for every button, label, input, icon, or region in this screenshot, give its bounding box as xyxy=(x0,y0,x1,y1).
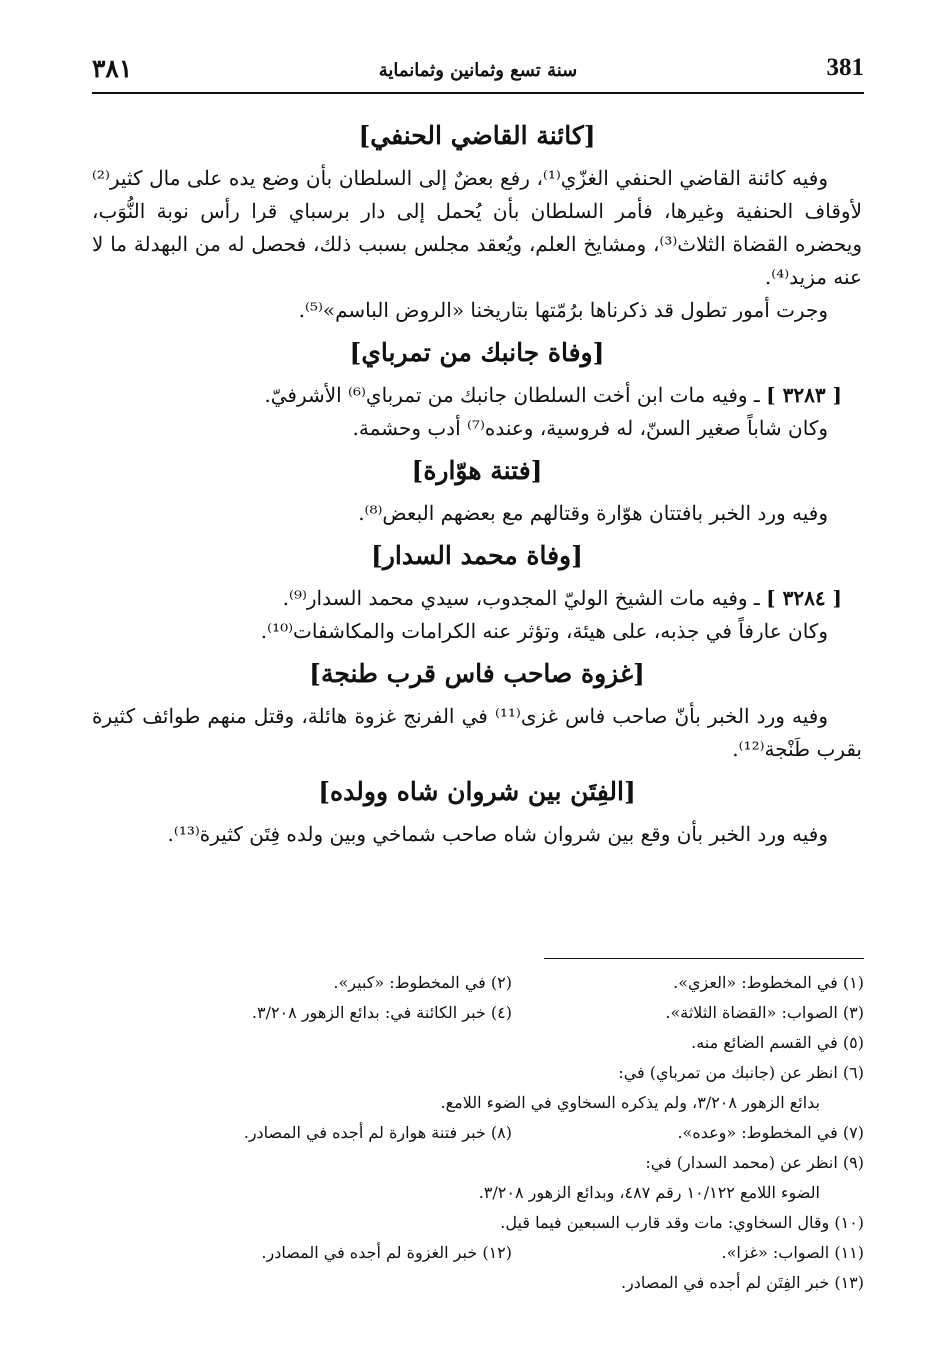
footnote-2: (٢) في المخطوط: «كبير». xyxy=(333,973,512,992)
running-title: سنة تسع وثمانين وثمانماية xyxy=(378,60,578,81)
footnote-4: (٤) خبر الكائنة في: بدائع الزهور ٣/٢٠٨. xyxy=(251,1003,512,1022)
footnote-12: (١٢) خبر الغزوة لم أجده في المصادر. xyxy=(261,1243,512,1262)
entry-text: ـ وفيه مات الشيخ الوليّ المجدوب، سيدي محمد السدار⁽⁹⁾. xyxy=(282,586,760,610)
paragraph: وفيه كائنة القاضي الحنفي الغزّي⁽¹⁾، رفع بعضٌ إلى السلطان بأن وضع يده على مال كثير⁽²⁾ لأوقاف الحنفية وغيرها، فأمر السلطان بأن يُحمل إلى دار برسباي قرا رأس نوبة النُّوَب، ويحضره القضاة الثلاث⁽³⁾، ومشايخ العلم، ويُعقد مجلس بسبب ذلك، فحصل له من البهدلة ما لا عنه مزيد⁽⁴⁾. xyxy=(92,166,862,289)
footnote-1: (١) في المخطوط: «العزي». xyxy=(673,973,864,992)
page-header xyxy=(92,48,864,94)
section-shirvan xyxy=(92,772,862,851)
footnote-9-detail: الضوء اللامع ١٠/١٢٢ رقم ٤٨٧، وبدائع الزهور ٣/٢٠٨. xyxy=(478,1183,820,1202)
paragraph: وكان شاباً صغير السنّ، له فروسية، وعنده⁽⁷⁾ أدب وحشمة. xyxy=(352,416,828,440)
footnote-row xyxy=(160,968,864,998)
entry-text: ـ وفيه مات ابن أخت السلطان جانبك من تمرباي⁽⁶⁾ الأشرفيّ. xyxy=(264,383,760,407)
page-number-latin: 381 xyxy=(826,54,864,81)
footnote-11: (١١) الصواب: «غزا». xyxy=(721,1243,864,1262)
footnote-8: (٨) خبر فتنة هوارة لم أجده في المصادر. xyxy=(243,1123,512,1142)
section-heading: [الفِتَن بين شروان شاه وولده] xyxy=(318,777,636,806)
footnote-row xyxy=(160,1238,864,1268)
footnote-10: (١٠) وقال السخاوي: مات وقد قارب السبعين فيما قيل. xyxy=(500,1213,864,1232)
section-heading: [وفاة محمد السدار] xyxy=(371,541,583,570)
entry-number: [ ٣٢٨٤ ] xyxy=(766,586,842,610)
paragraph: وفيه ورد الخبر بأنّ صاحب فاس غزى⁽¹¹⁾ في الفرنج غزوة هائلة، وقتل منهم طوائف كثيرة بقرب طَنْجة⁽¹²⁾. xyxy=(92,704,862,761)
section-heading: [فتنة هوّارة] xyxy=(411,456,543,485)
header-rule xyxy=(92,92,864,94)
obituary-entry xyxy=(92,582,862,615)
page-number-arabic: ٣٨١ xyxy=(92,54,133,83)
footnote-9: (٩) انظر عن (محمد السدار) في: xyxy=(645,1153,864,1172)
entry-number: [ ٣٢٨٣ ] xyxy=(766,383,842,407)
footnote-13: (١٣) خبر الفِتَن لم أجده في المصادر. xyxy=(620,1273,864,1292)
section-qadi xyxy=(92,116,862,327)
paragraph: وفيه ورد الخبر بافتتان هوّارة وقتالهم مع بعضهم البعض⁽⁸⁾. xyxy=(358,501,828,525)
footnote-row xyxy=(160,998,864,1028)
section-janibak xyxy=(92,333,862,445)
section-heading: [وفاة جانبك من تمرباي] xyxy=(349,338,605,367)
footnote-row xyxy=(160,1118,864,1148)
footnote-rule xyxy=(544,958,864,959)
paragraph: وجرت أمور تطول قد ذكرناها برُمّتها بتاريخنا «الروض الباسم»⁽⁵⁾. xyxy=(298,298,828,322)
section-hawwara xyxy=(92,451,862,530)
footnote-5: (٥) في القسم الضائع منه. xyxy=(691,1033,864,1052)
main-text xyxy=(92,110,862,855)
obituary-entry xyxy=(92,379,862,412)
footnote-6: (٦) انظر عن (جانبك من تمرباي) في: xyxy=(618,1063,864,1082)
paragraph: وكان عارفاً في جذبه، على هيئة، وتؤثر عنه الكرامات والمكاشفات⁽¹⁰⁾. xyxy=(260,619,828,643)
section-saddar xyxy=(92,536,862,648)
footnote-7: (٧) في المخطوط: «وعده». xyxy=(677,1123,864,1142)
paragraph: وفيه ورد الخبر بأن وقع بين شروان شاه صاحب شماخي وبين ولده فِتَن كثيرة⁽¹³⁾. xyxy=(167,822,828,846)
section-fez xyxy=(92,654,862,766)
section-heading: [غزوة صاحب فاس قرب طنجة] xyxy=(309,659,645,688)
footnote-3: (٣) الصواب: «القضاة الثلاثة». xyxy=(665,1003,864,1022)
footnote-6-detail: بدائع الزهور ٣/٢٠٨، ولم يذكره السخاوي في الضوء اللامع. xyxy=(440,1093,820,1112)
footnotes xyxy=(160,968,864,1298)
section-heading: [كائنة القاضي الحنفي] xyxy=(358,121,596,150)
